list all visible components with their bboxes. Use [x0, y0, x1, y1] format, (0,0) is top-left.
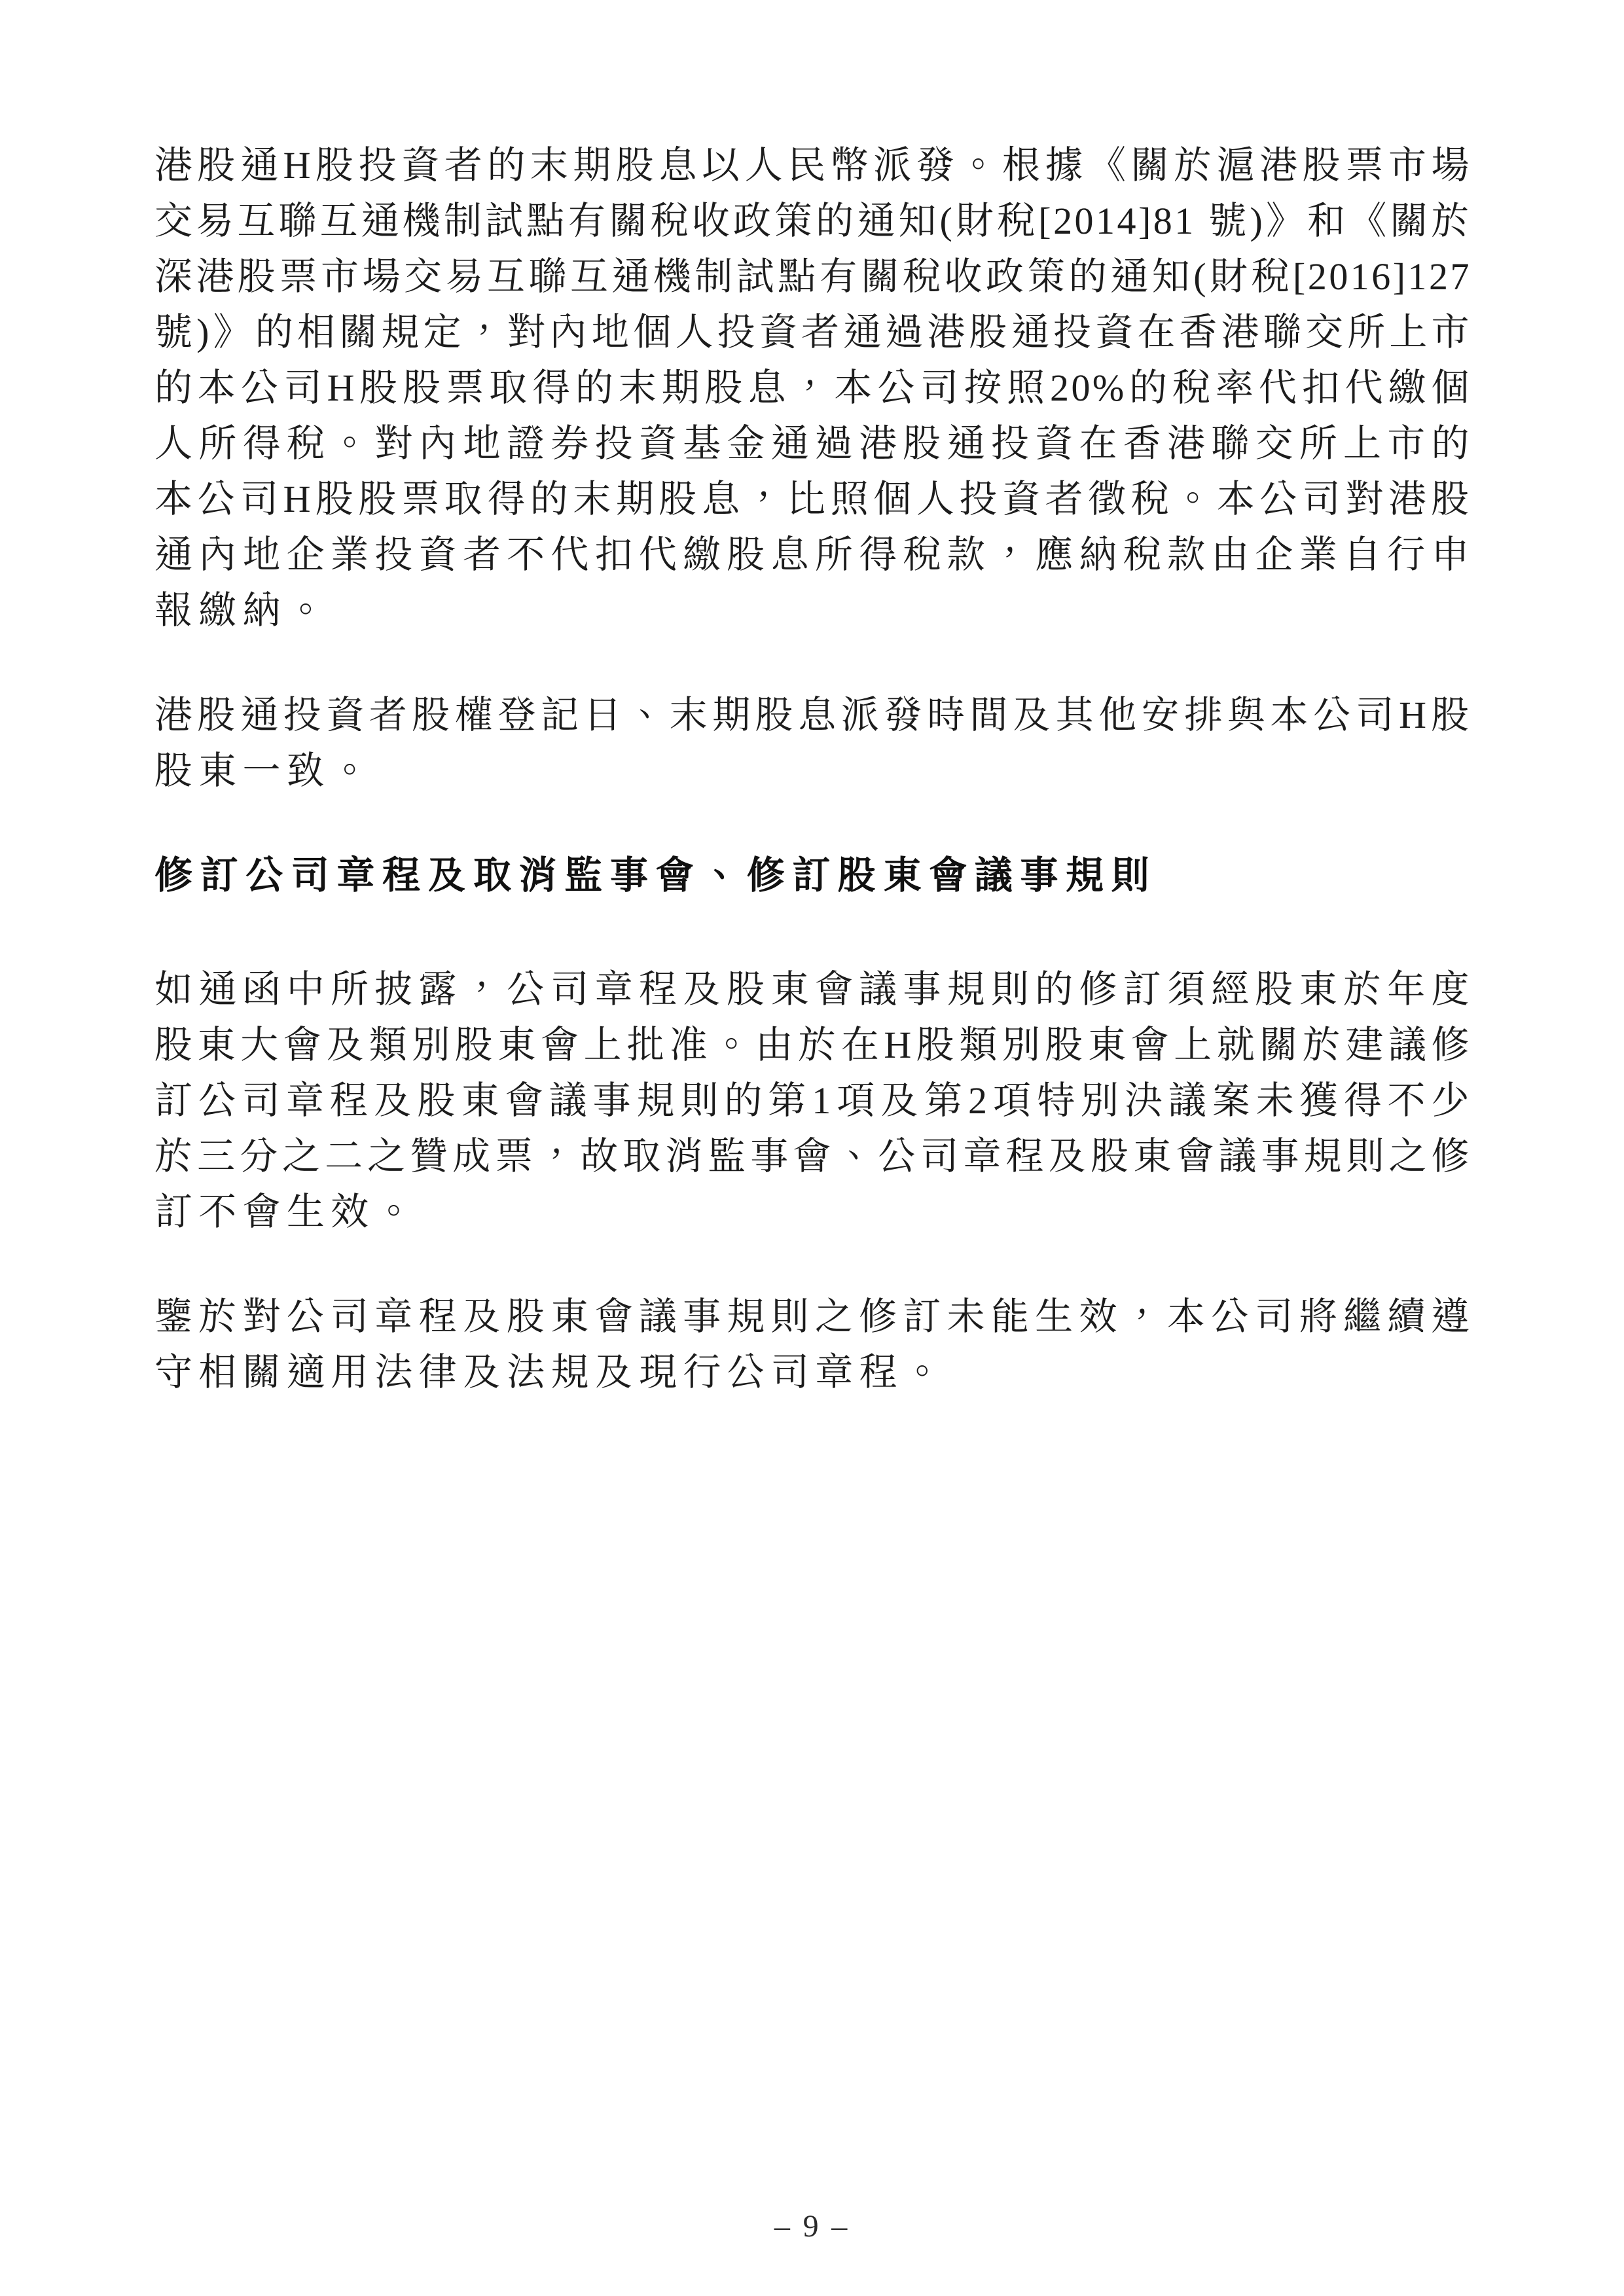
text-line: 深港股票市場交易互聯互通機制試點有關稅收政策的通知(財稅[2016]127 [154, 255, 1471, 298]
text-line: 交易互聯互通機制試點有關稅收政策的通知(財稅[2014]81 號)》和《關於 [154, 200, 1471, 242]
text-line: 通內地企業投資者不代扣代繳股息所得稅款，應納稅款由企業自行申 [154, 533, 1471, 576]
text-line: 股東大會及類別股東會上批准。由於在H股類別股東會上就關於建議修 [154, 1024, 1471, 1066]
text-line: 報繳納。 [154, 589, 331, 632]
text-line: 號)》的相關規定，對內地個人投資者通過港股通投資在香港聯交所上市 [154, 311, 1471, 353]
text-line: 港股通投資者股權登記日、末期股息派發時間及其他安排與本公司H股 [154, 694, 1471, 736]
text-line: 本公司H股股票取得的末期股息，比照個人投資者徵稅。本公司對港股 [154, 478, 1471, 520]
text-line: 的本公司H股股票取得的末期股息，本公司按照20%的稅率代扣代繳個 [154, 367, 1471, 409]
page-number: – 9 – [774, 2209, 850, 2244]
text-line: 人所得稅。對內地證券投資基金通過港股通投資在香港聯交所上市的 [154, 422, 1471, 465]
paragraph-compliance [154, 1289, 1471, 1400]
text-line: 於三分之二之贊成票，故取消監事會、公司章程及股東會議事規則之修 [154, 1135, 1471, 1177]
paragraph-dividend-tax [154, 137, 1471, 638]
paragraph-record-date [154, 687, 1471, 798]
text-line: 港股通H股投資者的末期股息以人民幣派發。根據《關於滬港股票市場 [154, 144, 1471, 187]
paragraph-articles-amendment [154, 961, 1471, 1240]
text-column [154, 137, 1471, 1449]
text-line: 鑒於對公司章程及股東會議事規則之修訂未能生效，本公司將繼續遵 [154, 1295, 1471, 1338]
text-line: 守相關適用法律及法規及現行公司章程。 [154, 1351, 948, 1393]
section-heading: 修訂公司章程及取消監事會、修訂股東會議事規則 [154, 854, 1157, 897]
text-line: 訂公司章程及股東會議事規則的第1項及第2項特別決議案未獲得不少 [154, 1079, 1471, 1122]
text-line: 如通函中所披露，公司章程及股東會議事規則的修訂須經股東於年度 [154, 968, 1471, 1011]
text-line: 股東一致。 [154, 749, 375, 792]
text-line: 訂不會生效。 [154, 1191, 419, 1233]
